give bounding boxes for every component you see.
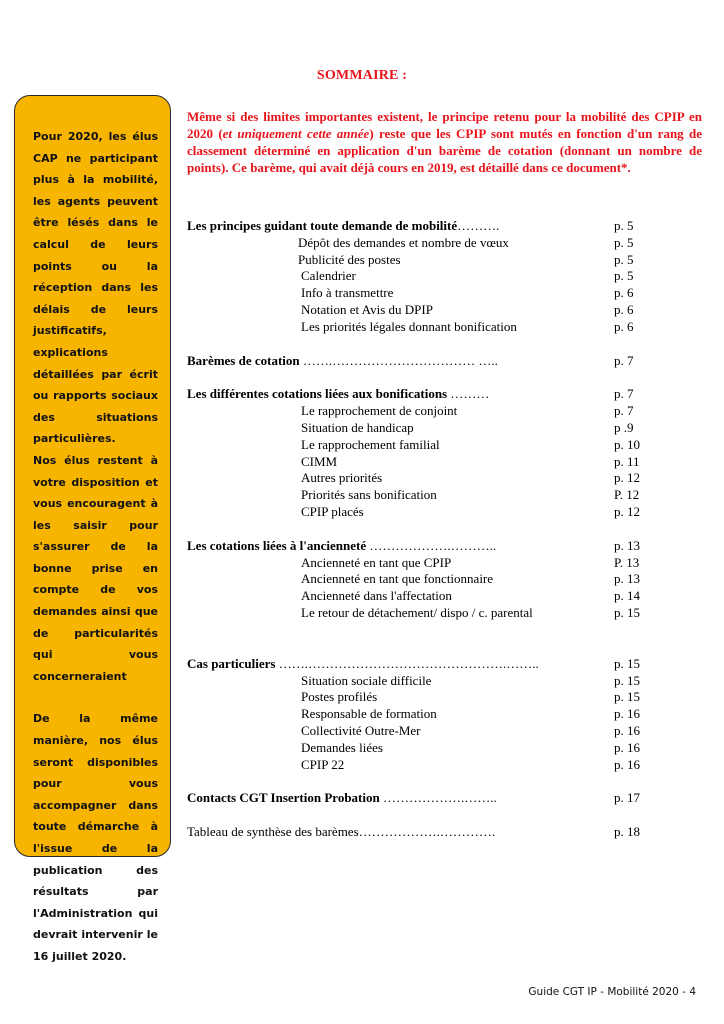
toc-page-number: p. 13 (614, 571, 640, 587)
page-footer: Guide CGT IP - Mobilité 2020 - 4 (528, 986, 696, 998)
toc-item (187, 319, 647, 336)
toc-item (187, 706, 647, 723)
sidebar-paragraph: De la même manière, nos élus seront disponibles pour vous accompagner dans toute démarche à l'issue de la publication des résultats par l'Administration qui devrait intervenir le 16 juillet 2020. (33, 712, 158, 963)
page-title: SOMMAIRE : (316, 68, 408, 83)
toc-page-number: p. 15 (614, 689, 640, 705)
toc-leader-dots: …….…………………………… ….. (299, 352, 498, 368)
sidebar-paragraph: Pour 2020, les élus CAP ne participant plus à la mobilité, les agents peuvent être lésés dans le calcul de leurs points ou la réception dans les délais de leurs justificatifs, explications détaillées par écrit ou rapports sociaux des situations particulières. (33, 130, 158, 446)
sidebar-spacer (33, 687, 158, 708)
toc-item (187, 268, 647, 285)
toc-page-number: p. 15 (614, 655, 640, 671)
toc-section-principles (187, 218, 647, 235)
toc-section-title: Cas particuliers (187, 655, 276, 671)
toc-page-number: p. 15 (614, 604, 640, 620)
toc-page-number: p .9 (614, 419, 634, 435)
toc-item (187, 571, 647, 588)
toc-item (187, 420, 647, 437)
toc-section-title: Les différentes cotations liées aux bonifications (187, 386, 448, 402)
toc-item (187, 470, 647, 487)
toc-item-label: Situation de handicap (301, 419, 414, 435)
toc-leader-dots: ………. (457, 218, 500, 233)
toc-section-title: Barèmes de cotation (187, 352, 300, 368)
toc-page-number: p. 16 (614, 706, 640, 722)
toc-spacer (187, 622, 647, 656)
toc-page-number: p. 13 (614, 537, 640, 553)
toc-page-number: p. 7 (614, 352, 634, 368)
toc-page-number: p. 6 (614, 285, 634, 301)
toc-section-title: Tableau de synthèse des barèmes……………….…………. (187, 824, 496, 840)
toc-leader-dots: ……………….…….. (379, 790, 497, 806)
toc-item (187, 689, 647, 706)
toc-spacer (187, 369, 647, 386)
toc-item-label: Ancienneté en tant que CPIP (301, 554, 452, 570)
toc-item-label: Publicité des postes (298, 251, 401, 267)
toc-leader-dots: ……… (447, 386, 490, 402)
toc-item-label: Le retour de détachement/ dispo / c. parental (301, 604, 533, 620)
toc-section-cas-particuliers (187, 656, 647, 673)
toc-page-number: P. 12 (614, 487, 640, 503)
toc-page-number: p. 15 (614, 672, 640, 688)
toc-page-number: p. 14 (614, 588, 640, 604)
toc-leader-dots: ……………….……….. (366, 537, 497, 553)
toc-item-label: Le rapprochement de conjoint (301, 403, 458, 419)
toc-item (187, 757, 647, 774)
toc-page-number: p. 17 (614, 790, 640, 806)
intro-italic-text: et uniquement cette année (222, 126, 370, 141)
toc-page-number: P. 13 (614, 554, 640, 570)
toc-item-label: CPIP placés (301, 503, 364, 519)
sidebar-paragraph: Nos élus restent à votre disposition et vous encouragent à les saisir pour s'assurer de la bonne prise en compte de vos demandes ainsi que de particularités qui vous concerneraient (33, 453, 158, 683)
toc-page-number: p. 18 (614, 824, 640, 840)
toc-section-title: Les cotations liées à l'ancienneté (187, 537, 367, 553)
toc-item (187, 504, 647, 521)
toc-item (187, 302, 647, 319)
intro-text: Même si des limites importantes existent, le principe retenu pour la mobilité des CPIP en 2020 ( (187, 109, 702, 141)
toc-item-label: Dépôt des demandes et nombre de vœux (298, 234, 509, 250)
toc-item-label: Demandes liées (301, 739, 383, 755)
toc-page-number: p. 16 (614, 756, 640, 772)
toc-item (187, 403, 647, 420)
toc-item-label: Le rapprochement familial (301, 436, 440, 452)
toc-leader-dots: …….……………………………………….…….. (275, 655, 539, 671)
toc-section-tableau (187, 824, 647, 841)
toc-page-number: p. 16 (614, 722, 640, 738)
toc-item (187, 454, 647, 471)
toc-item (187, 487, 647, 504)
toc-item (187, 235, 647, 252)
toc-page-number: p. 5 (614, 234, 634, 250)
toc-item (187, 588, 647, 605)
toc-spacer (187, 521, 647, 538)
toc-section-title: Les principes guidant toute demande de mobilité (187, 218, 458, 233)
toc-spacer (187, 807, 647, 824)
toc-item (187, 723, 647, 740)
toc-page-number: p. 7 (614, 403, 634, 419)
toc-item-label: Les priorités légales donnant bonification (301, 318, 517, 334)
toc-item-label: Ancienneté dans l'affectation (301, 588, 452, 604)
toc-item-label: Situation sociale difficile (301, 672, 432, 688)
toc-spacer (187, 773, 647, 790)
toc-section-baremes (187, 353, 647, 370)
toc-item-label: Calendrier (301, 268, 356, 284)
toc-page-number: p. 7 (614, 386, 634, 402)
toc-item-label: Collectivité Outre-Mer (301, 722, 421, 738)
toc-item (187, 252, 647, 269)
toc-item-label: Responsable de formation (301, 706, 437, 722)
toc-item (187, 740, 647, 757)
toc-page-number: p. 12 (614, 503, 640, 519)
toc-item-label: Autres priorités (301, 470, 383, 486)
toc-item-label: Priorités sans bonification (301, 487, 437, 503)
toc-item-label: CPIP 22 (301, 756, 345, 772)
toc-item-label: CIMM (301, 453, 338, 469)
toc-item-label: Ancienneté en tant que fonctionnaire (301, 571, 494, 587)
toc-section-contacts (187, 790, 647, 807)
table-of-contents (187, 218, 647, 841)
toc-page-number: p. 5 (614, 268, 634, 284)
toc-spacer (187, 336, 647, 353)
toc-item (187, 605, 647, 622)
toc-page-number: p. 5 (614, 218, 634, 233)
toc-section-bonifications (187, 386, 647, 403)
toc-section-anciennete (187, 538, 647, 555)
toc-page-number: p. 16 (614, 739, 640, 755)
toc-page-number: p. 12 (614, 470, 640, 486)
toc-page-number: p. 10 (614, 436, 640, 452)
toc-item-label: Postes profilés (301, 689, 378, 705)
toc-page-number: p. 11 (614, 453, 640, 469)
info-sidebar-box (14, 95, 171, 963)
toc-page-number: p. 5 (614, 251, 634, 267)
toc-section-title: Contacts CGT Insertion Probation (187, 790, 380, 806)
toc-item (187, 673, 647, 690)
toc-page-number: p. 6 (614, 301, 634, 317)
toc-item-label: Notation et Avis du DPIP (301, 301, 433, 317)
toc-page-number: p. 6 (614, 318, 634, 334)
toc-item (187, 285, 647, 302)
toc-item-label: Info à transmettre (301, 285, 394, 301)
intro-paragraph (187, 108, 702, 176)
toc-item (187, 555, 647, 572)
toc-item (187, 437, 647, 454)
intro-text: ) reste que les CPIP sont mutés en fonction d'un rang de classement déterminé en application d'un barème de cotation (donnant un nombre de points). Ce barème, qui avait déjà cours en 2019, est détaillé dans ce document*. (187, 126, 702, 175)
